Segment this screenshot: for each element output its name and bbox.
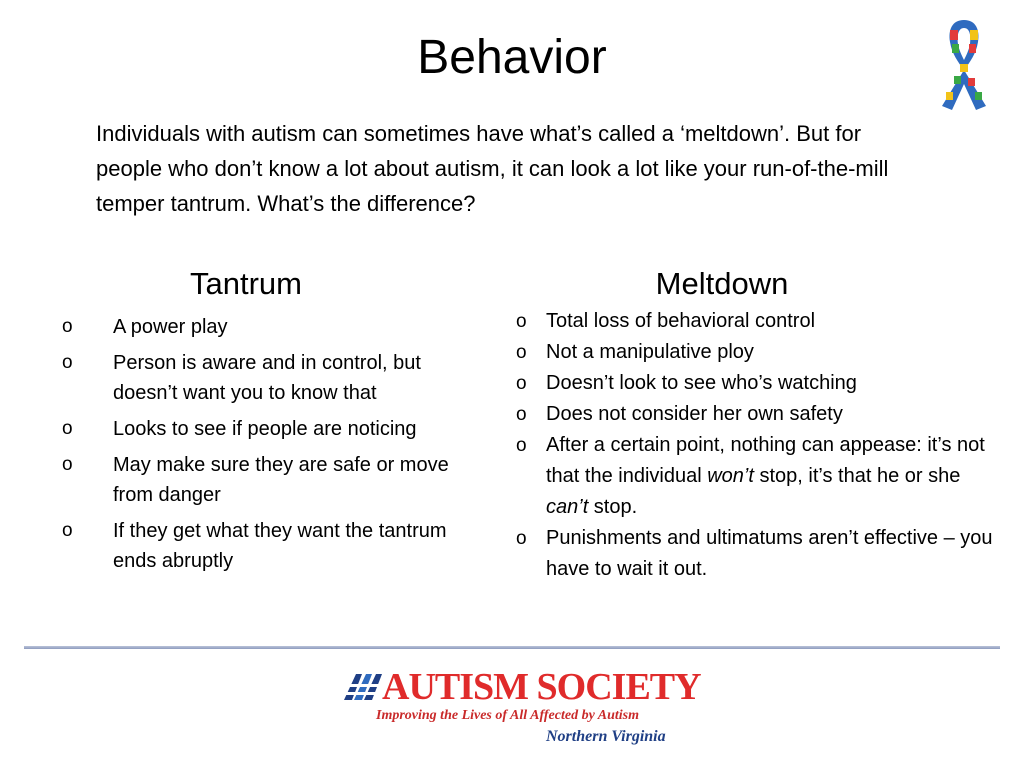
autism-awareness-ribbon-icon bbox=[928, 14, 1000, 114]
bullet-marker: o bbox=[62, 418, 73, 439]
list-item-text: Not a manipulative ploy bbox=[546, 341, 754, 363]
list-item-text: May make sure they are safe or move from danger bbox=[113, 454, 449, 506]
list-item-text: Person is aware and in control, but doesn’t want you to know that bbox=[113, 352, 421, 404]
footer-divider bbox=[24, 646, 1000, 649]
bullet-marker: o bbox=[516, 311, 527, 332]
meltdown-heading: Meltdown bbox=[655, 266, 789, 301]
list-item-text: Looks to see if people are noticing bbox=[113, 418, 417, 440]
emphasis-wont: won’t bbox=[707, 465, 754, 487]
text-segment: After a certain point, nothing can appease: it’s not that the individual bbox=[546, 434, 985, 487]
autism-society-logo bbox=[342, 662, 702, 762]
bullet-marker: o bbox=[516, 528, 527, 549]
autism-society-logo-mark-icon bbox=[342, 670, 382, 704]
list-item bbox=[0, 368, 1000, 399]
list-item bbox=[0, 337, 1000, 368]
logo-name: AUTISM SOCIETY bbox=[382, 666, 701, 708]
bullet-marker: o bbox=[62, 352, 73, 373]
list-item bbox=[0, 306, 1000, 337]
logo-region: Northern Virginia bbox=[546, 728, 666, 745]
list-item-text: A power play bbox=[113, 316, 228, 338]
bullet-marker: o bbox=[62, 454, 73, 475]
bullet-marker: o bbox=[516, 373, 527, 394]
bullet-marker: o bbox=[516, 435, 527, 456]
text-segment: stop, it’s that he or she bbox=[753, 465, 961, 487]
logo-tagline: Improving the Lives of All Affected by Autism bbox=[376, 708, 639, 723]
emphasis-cant: can’t bbox=[546, 496, 589, 518]
list-item-text: Punishments and ultimatums aren’t effective – you have to wait it out. bbox=[546, 527, 993, 580]
list-item-text: Doesn’t look to see who’s watching bbox=[546, 372, 857, 394]
list-item bbox=[0, 430, 1000, 523]
list-item-text: Total loss of behavioral control bbox=[546, 310, 816, 332]
tantrum-heading: Tantrum bbox=[190, 266, 302, 301]
bullet-marker: o bbox=[516, 404, 527, 425]
bullet-marker: o bbox=[62, 520, 73, 541]
list-item bbox=[0, 399, 1000, 430]
list-item bbox=[0, 523, 1000, 585]
list-item-text: Does not consider her own safety bbox=[546, 403, 843, 425]
list-item-text: If they get what they want the tantrum ends abruptly bbox=[113, 520, 447, 572]
slide-title: Behavior bbox=[417, 31, 607, 84]
bullet-marker: o bbox=[516, 342, 527, 363]
meltdown-list bbox=[0, 306, 1000, 585]
intro-paragraph: Individuals with autism can sometimes have what’s called a ‘meltdown’. But for people who don’t know a lot about autism, it can look a lot like your run-of-the-mill temper tantrum. What’s the difference? bbox=[96, 121, 889, 216]
bullet-marker: o bbox=[62, 316, 73, 337]
list-item-text bbox=[546, 434, 985, 518]
text-segment: stop. bbox=[588, 496, 638, 518]
